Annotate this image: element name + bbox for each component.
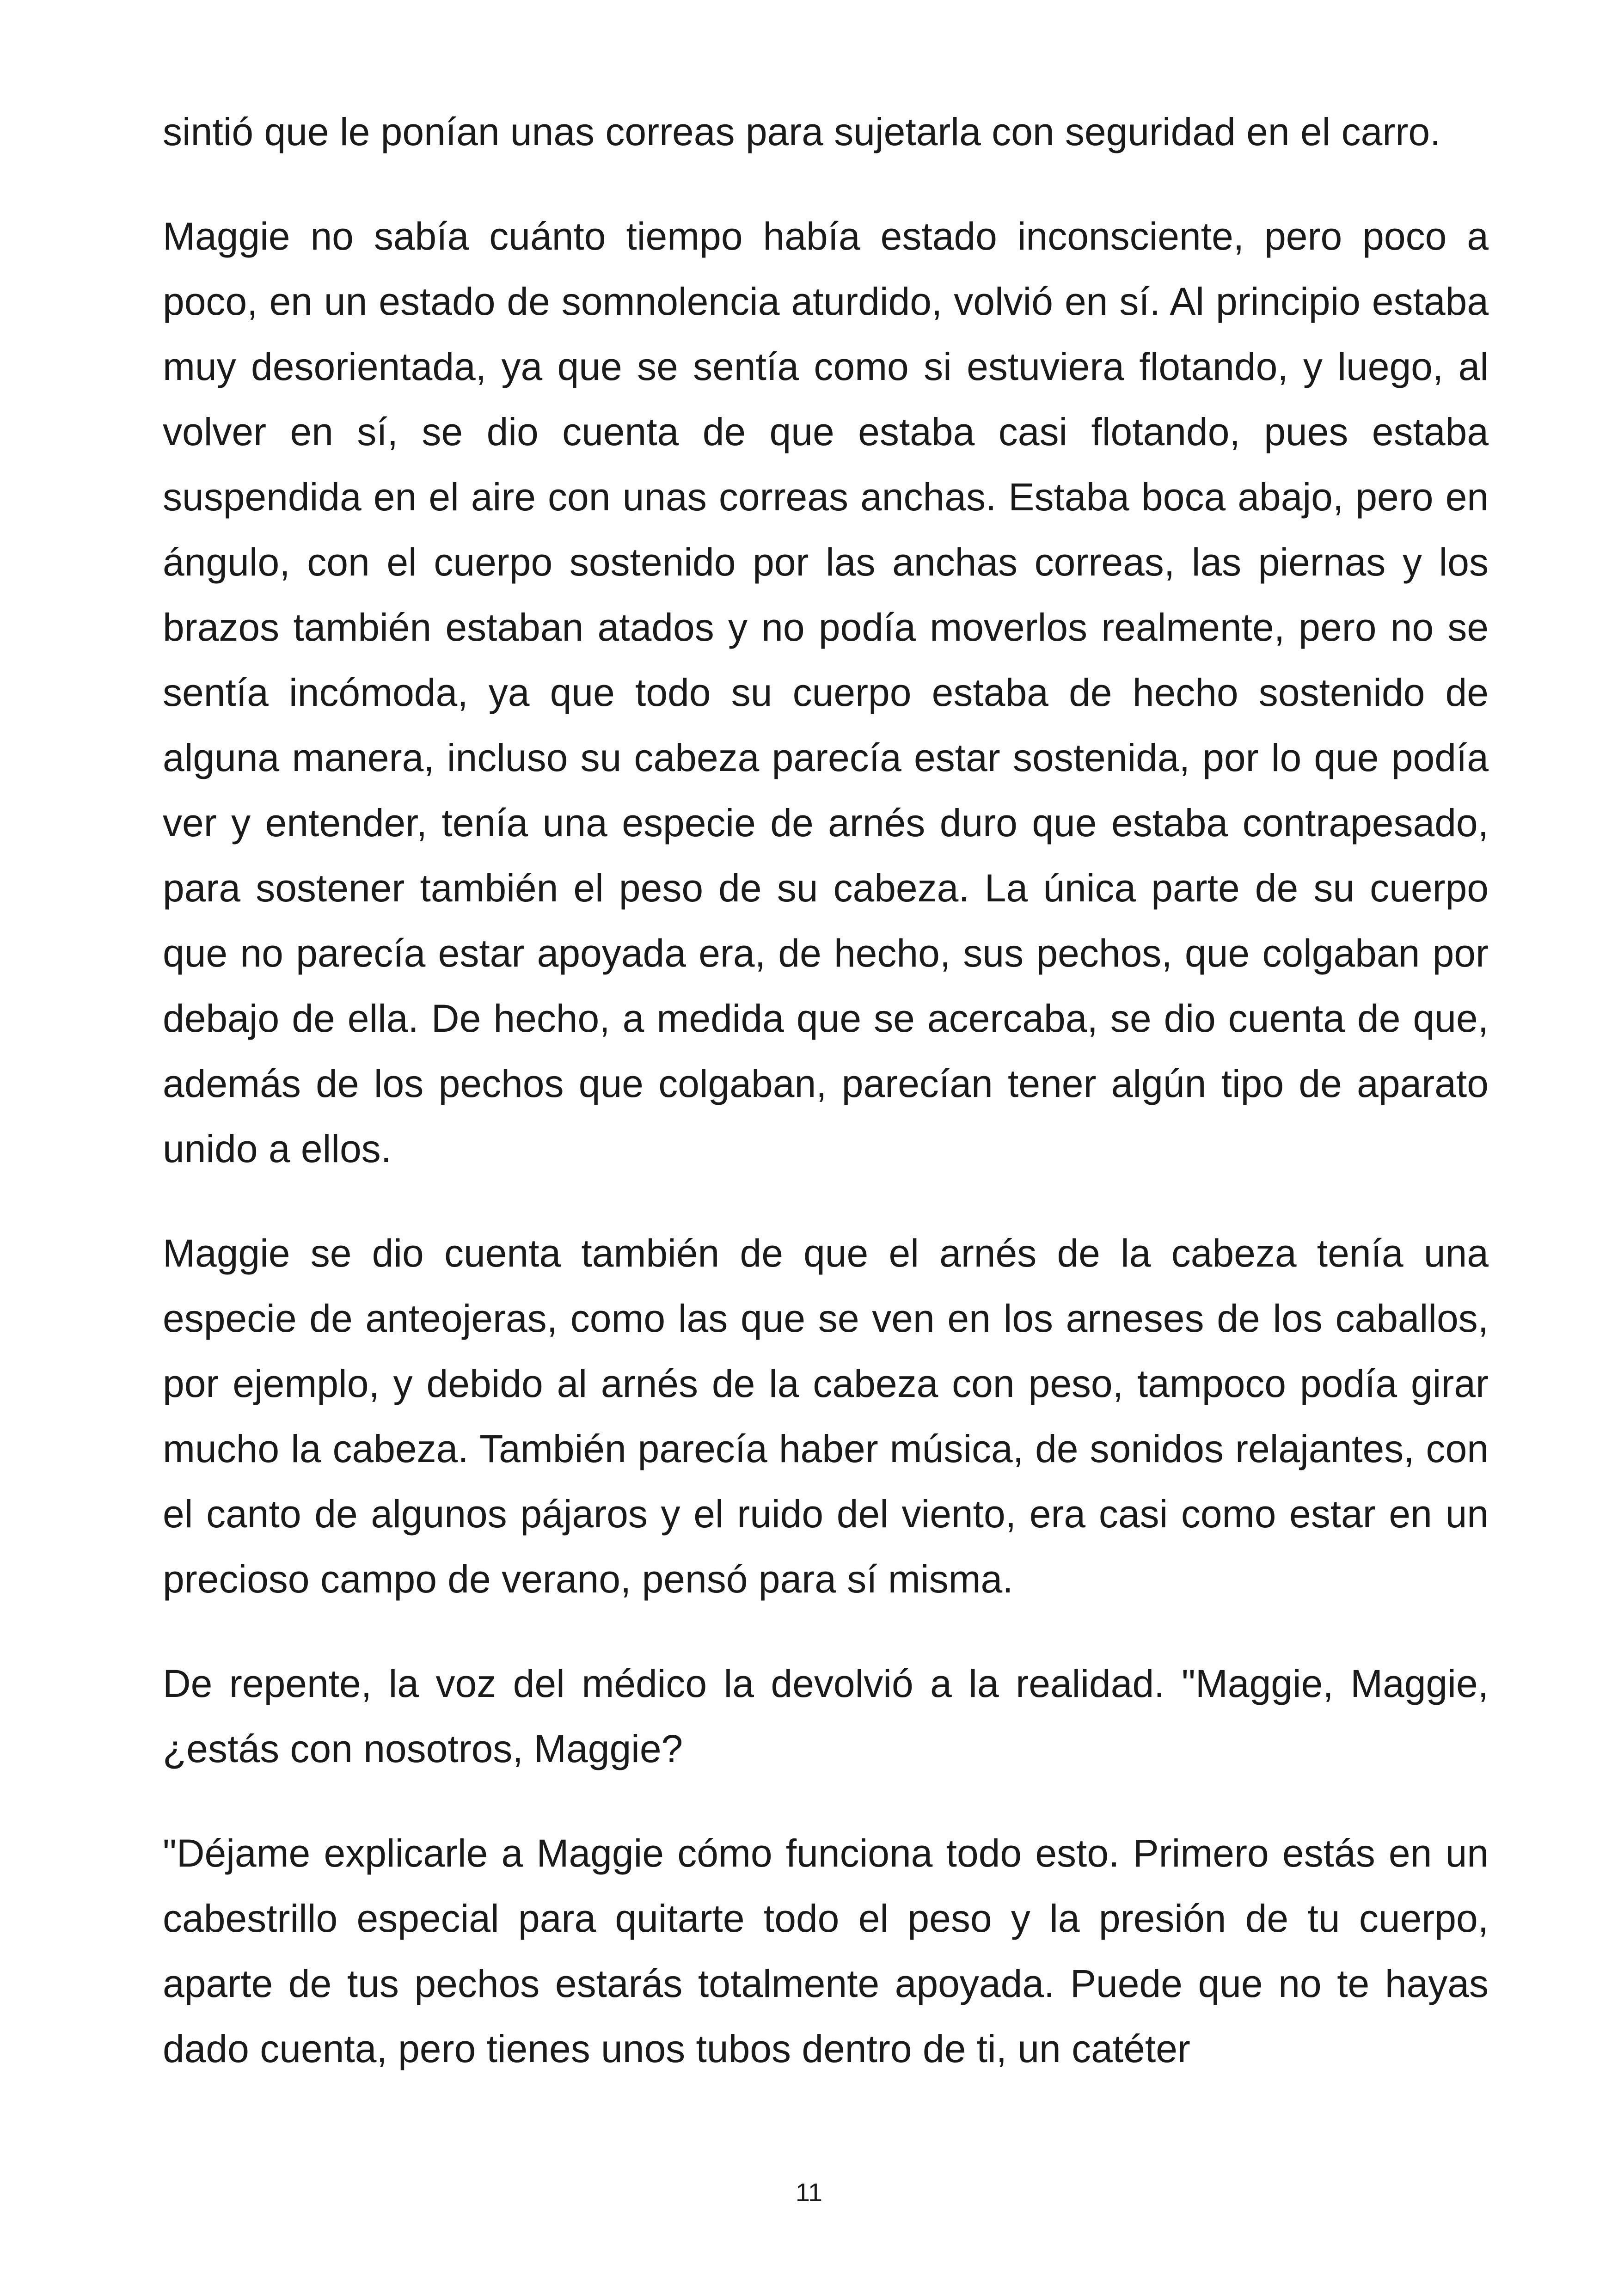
paragraph-1: sintió que le ponían unas correas para sujetarla con seguridad en el carro. <box>163 110 1441 153</box>
paragraph-5: "Déjame explicarle a Maggie cómo funciona todo esto. Primero estás en un cabestrillo especial para quitarte todo el peso y la presión de tu cuerpo, aparte de tus pechos estarás totalmente apoyada. Puede que no te hayas dado cuenta, pero tienes unos tubos dentro de ti, un catéter <box>163 1831 1489 2070</box>
paragraph-3: Maggie se dio cuenta también de que el arnés de la cabeza tenía una especie de anteojeras, como las que se ven en los arneses de los caballos, por ejemplo, y debido al arnés de la cabeza con peso, tampoco podía girar mucho la cabeza. También parecía haber música, de sonidos relajantes, con el canto de algunos pájaros y el ruido del viento, era casi como estar en un precioso campo de verano, pensó para sí misma. <box>163 1231 1489 1601</box>
paragraph-2: Maggie no sabía cuánto tiempo había estado inconsciente, pero poco a poco, en un estado de somnolencia aturdido, volvió en sí. Al principio estaba muy desorientada, ya que se sentía como si estuviera flotando, y luego, al volver en sí, se dio cuenta de que estaba casi flotando, pues estaba suspendida en el aire con unas correas anchas. Estaba boca abajo, pero en ángulo, con el cuerpo sostenido por las anchas correas, las piernas y los brazos también estaban atados y no podía moverlos realmente, pero no se sentía incómoda, ya que todo su cuerpo estaba de hecho sostenido de alguna manera, incluso su cabeza parecía estar sostenida, por lo que podía ver y entender, tenía una especie de arnés duro que estaba contrapesado, para sostener también el peso de su cabeza. La única parte de su cuerpo que no parecía estar apoyada era, de hecho, sus pechos, que colgaban por debajo de ella. De hecho, a medida que se acercaba, se dio cuenta de que, además de los pechos que colgaban, parecían tener algún tipo de aparato unido a ellos. <box>163 214 1489 1170</box>
body-text <box>163 99 1489 2121</box>
page-number: 11 <box>795 2178 823 2207</box>
paragraph-4: De repente, la voz del médico la devolvió a la realidad. "Maggie, Maggie, ¿estás con nosotros, Maggie? <box>163 1662 1489 1770</box>
